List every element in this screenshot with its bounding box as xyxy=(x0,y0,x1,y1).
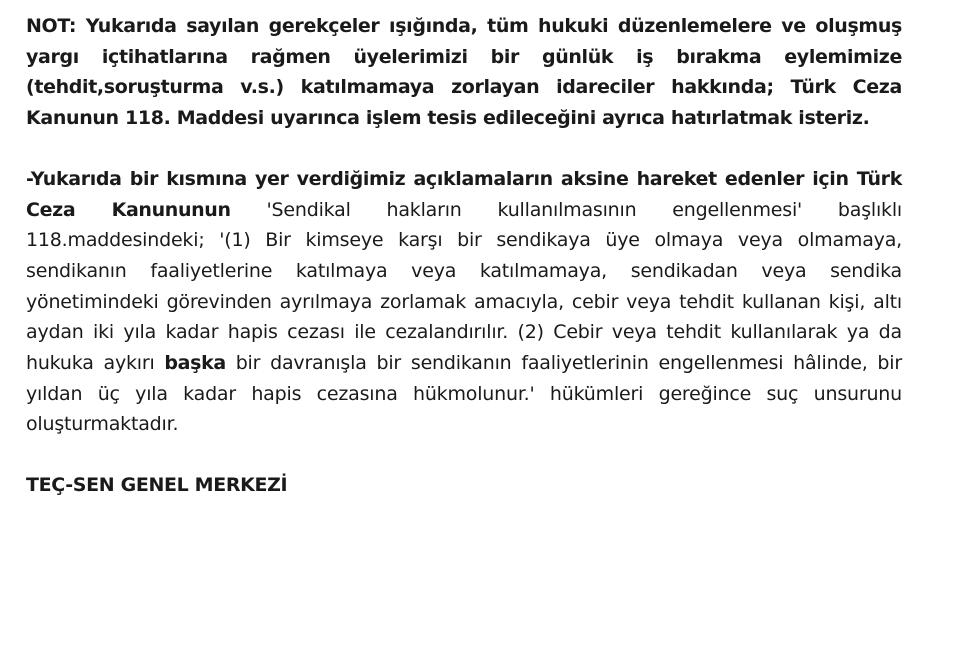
law-text-part2: bir davranışla bir sendikanın faaliyetlerinin engellenmesi hâlinde, bir yıldan üç yıla kadar hapis cezasına hükmolunur.' hükümleri gereğince suç unsurunu oluşturmaktadır. xyxy=(26,352,902,436)
law-bold-word: başka xyxy=(164,352,226,375)
signature: TEÇ-SEN GENEL MERKEZİ xyxy=(26,474,288,497)
document-body xyxy=(26,11,902,501)
note-paragraph: NOT: Yukarıda sayılan gerekçeler ışığında, tüm hukuki düzenlemelere ve oluşmuş yargı içtihatlarına rağmen üyelerimizi bir günlük iş bırakma eylemimize (tehdit,soruşturma v.s.) katılmamaya zorlayan idareciler hakkında; Türk Ceza Kanunun 118. Maddesi uyarınca işlem tesis edileceğini ayrıca hatırlatmak isteriz. xyxy=(26,15,902,130)
law-paragraph xyxy=(26,164,902,440)
law-text-part1: 'Sendikal hakların kullanılmasının engellenmesi' başlıklı 118.maddesindeki; '(1) Bir kimseye karşı bir sendikaya üye olmaya veya olmamaya, sendikanın faaliyetlerine katılmaya veya katılmamaya, sendikadan veya sendika yönetimindeki görevinden ayrılmaya zorlamak amacıyla, cebir veya tehdit kullanan kişi, altı aydan iki yıla kadar hapis cezası ile cezalandırılır. (2) Cebir veya tehdit kullanılarak ya da hukuka aykırı xyxy=(26,198,903,375)
law-intro-bold: -Yukarıda bir kısmına yer verdiğimiz açıklamaların aksine hareket edenler için Türk Ceza Kanununun xyxy=(26,167,902,221)
